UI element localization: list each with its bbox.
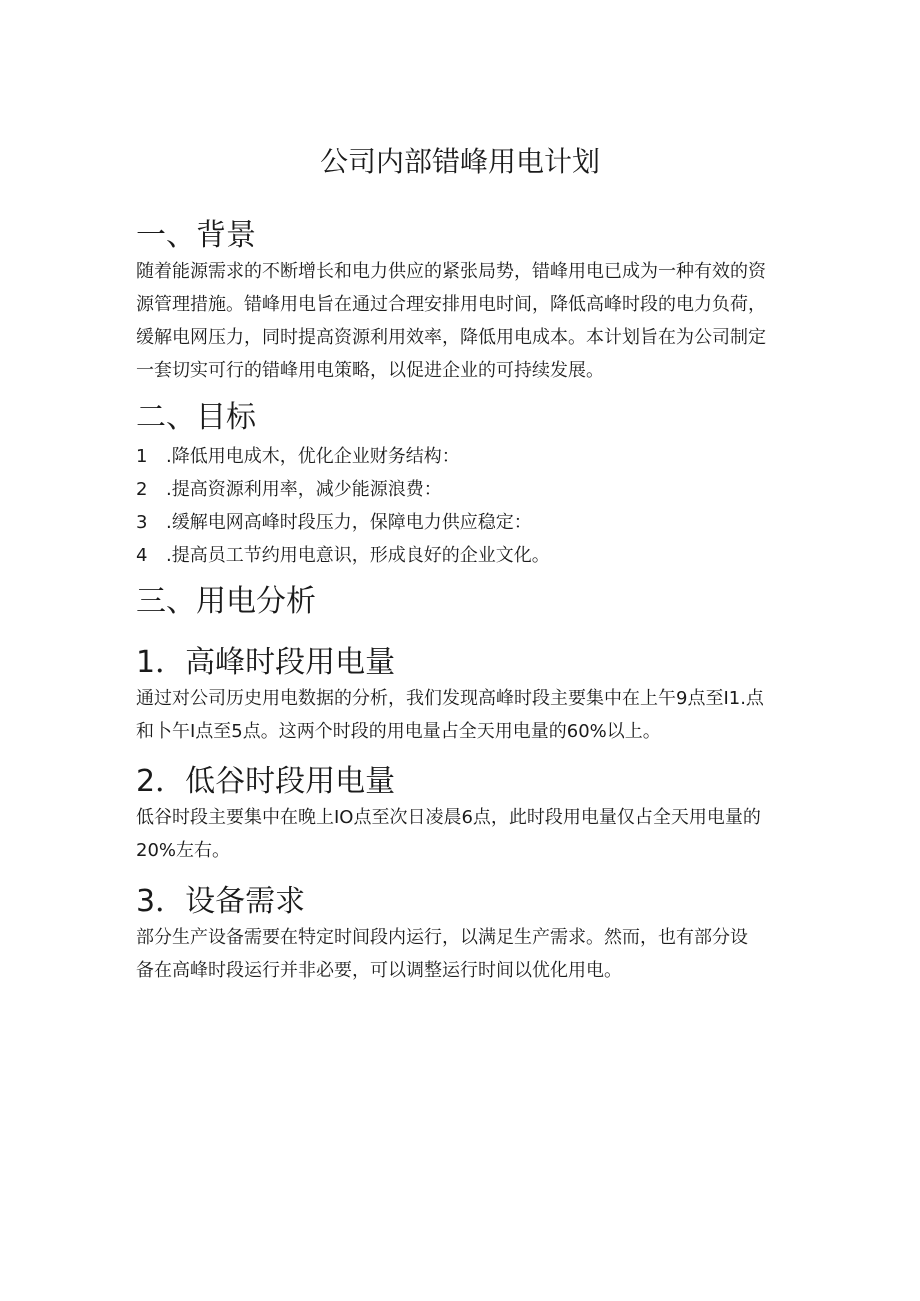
- goals-list: [136, 440, 550, 572]
- goal-item: [136, 539, 550, 572]
- goal-item: [136, 506, 550, 539]
- goal-number: 1: [136, 446, 148, 467]
- paragraph-line: 和卜午I点至5点。这两个时段的用电量占全天用电量的60%以上。: [136, 721, 661, 742]
- paragraph-line: 备在高峰时段运行并非必要，可以调整运行时间以优化用电。: [136, 960, 622, 981]
- section-heading-analysis: 三、用电分析: [136, 584, 316, 619]
- subsection-heading-equipment: 3．设备需求: [136, 884, 306, 919]
- goal-text: .降低用电成木，优化企业财务结构：: [166, 446, 460, 467]
- paragraph-line: 一套切实可行的错峰用电策略，以促进企业的可持续发展。: [136, 360, 604, 381]
- peak-paragraph: [136, 682, 786, 748]
- equipment-paragraph: [136, 921, 786, 987]
- paragraph-line: 低谷时段主要集中在晚上IO点至次日凌晨6点，此时段用电量仅占全天用电量的: [136, 807, 761, 828]
- paragraph-line: 20%左右。: [136, 840, 231, 861]
- subsection-heading-peak: 1．高峰时段用电量: [136, 645, 396, 680]
- paragraph-line: 部分生产设备需要在特定时间段内运行，以满足生产需求。然而，也有部分设: [136, 927, 748, 948]
- goal-text: .提高资源利用率，减少能源浪费：: [166, 479, 442, 500]
- background-paragraph: [136, 255, 786, 387]
- goal-item: [136, 473, 550, 506]
- goal-number: 3: [136, 512, 148, 533]
- goal-text: .提高员工节约用电意识，形成良好的企业文化。: [166, 545, 550, 566]
- goal-number: 2: [136, 479, 148, 500]
- valley-paragraph: [136, 801, 786, 867]
- section-heading-background: 一、背景: [136, 218, 256, 253]
- paragraph-line: 源管理措施。错峰用电旨在通过合理安排用电时间，降低高峰时段的电力负荷，: [136, 294, 766, 315]
- document-title: 公司内部错峰用电计划: [319, 145, 600, 178]
- paragraph-line: 通过对公司历史用电数据的分析，我们发现高峰时段主要集中在上午9点至I1.点: [136, 688, 764, 709]
- goal-item: [136, 440, 550, 473]
- paragraph-line: 缓解电网压力，同时提高资源利用效率，降低用电成本。本计划旨在为公司制定: [136, 327, 766, 348]
- paragraph-line: 随着能源需求的不断增长和电力供应的紧张局势，错峰用电已成为一种有效的资: [136, 261, 766, 282]
- subsection-heading-valley: 2．低谷时段用电量: [136, 764, 396, 799]
- goal-text: .缓解电网高峰时段压力，保障电力供应稳定：: [166, 512, 532, 533]
- section-heading-goals: 二、目标: [136, 400, 256, 435]
- goal-number: 4: [136, 545, 148, 566]
